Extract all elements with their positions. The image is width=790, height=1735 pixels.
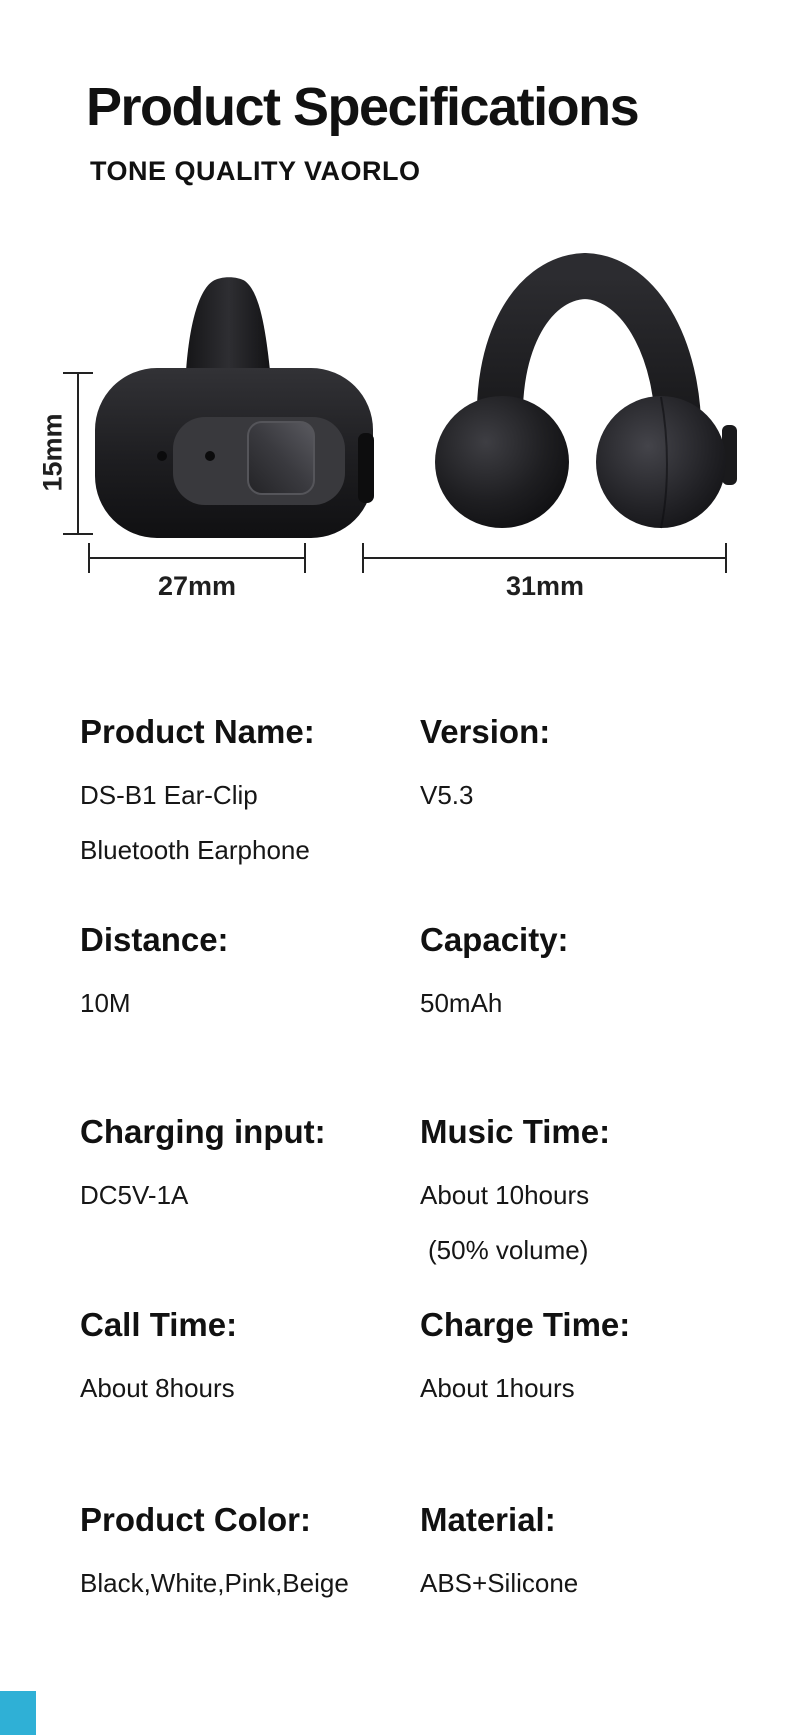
spec-label: Product Name:	[80, 713, 315, 750]
height-dimension-line	[77, 372, 79, 535]
page-title: Product Specifications	[86, 77, 639, 137]
spec-label: Distance:	[80, 921, 229, 958]
spec-value: Bluetooth Earphone	[80, 835, 310, 865]
spec-value: V5.3	[420, 780, 474, 810]
spec-value: (50% volume)	[428, 1235, 589, 1265]
spec-cell-version	[420, 712, 770, 889]
spec-cell-product-color	[80, 1500, 420, 1622]
next-section-edge-accent	[0, 1691, 36, 1735]
spec-label: Product Color:	[80, 1501, 311, 1538]
spec-cell-call-time	[80, 1305, 420, 1427]
spec-cell-capacity	[420, 920, 770, 1042]
spec-row-charging-music	[80, 1112, 770, 1289]
earphone-back-view-image	[85, 265, 380, 545]
spec-value: About 8hours	[80, 1373, 235, 1403]
spec-value: 50mAh	[420, 988, 503, 1018]
right-width-dimension-label: 31mm	[505, 571, 585, 601]
spec-label: Charge Time:	[420, 1306, 631, 1343]
spec-label: Version:	[420, 713, 551, 750]
spec-value: ABS+Silicone	[420, 1568, 579, 1598]
spec-row-call-charge	[80, 1305, 770, 1427]
spec-value: DS-B1 Ear-Clip	[80, 780, 258, 810]
left-width-dimension-line	[88, 557, 306, 559]
spec-cell-charge-time	[420, 1305, 770, 1427]
spec-cell-product-name	[80, 712, 420, 889]
spec-label: Charging input:	[80, 1113, 326, 1150]
earphone-clip-view-image	[430, 240, 740, 540]
spec-value: About 10hours	[420, 1180, 590, 1210]
spec-cell-distance	[80, 920, 420, 1042]
spec-row-distance-capacity	[80, 920, 770, 1042]
right-width-dimension-line	[362, 557, 727, 559]
spec-value: About 1hours	[420, 1373, 575, 1403]
page-subtitle: TONE QUALITY VAORLO	[90, 156, 421, 186]
spec-value: 10M	[80, 988, 131, 1018]
spec-cell-material	[420, 1500, 770, 1622]
spec-label: Capacity:	[420, 921, 569, 958]
spec-row-color-material	[80, 1500, 770, 1622]
spec-label: Call Time:	[80, 1306, 238, 1343]
spec-value: DC5V-1A	[80, 1180, 189, 1210]
spec-label: Material:	[420, 1501, 556, 1538]
spec-value: Black,White,Pink,Beige	[80, 1568, 349, 1598]
spec-label: Music Time:	[420, 1113, 611, 1150]
left-width-dimension-label: 27mm	[157, 571, 237, 601]
spec-cell-charging-input	[80, 1112, 420, 1289]
spec-cell-music-time	[420, 1112, 770, 1289]
spec-row-name-version	[80, 712, 770, 889]
height-dimension-label: 15mm	[37, 413, 68, 492]
